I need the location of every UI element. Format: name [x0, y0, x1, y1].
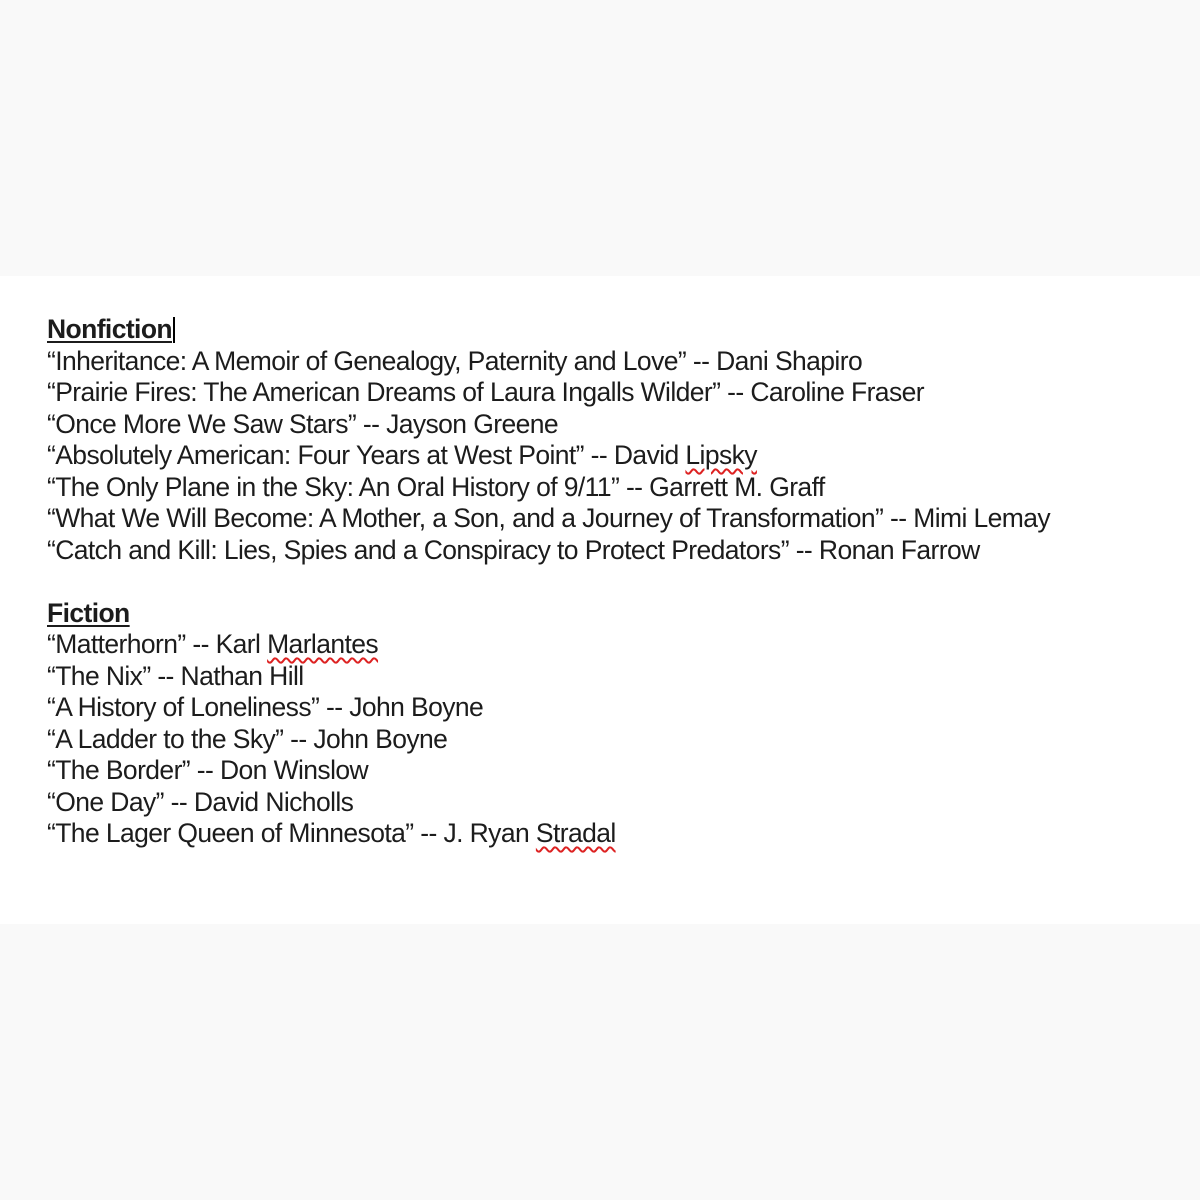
- book-title: “What We Will Become: A Mother, a Son, and a Journey of Transformation”: [47, 503, 884, 533]
- book-author: David Nicholls: [193, 786, 354, 817]
- book-title: “Once More We Saw Stars”: [47, 408, 357, 439]
- book-author: Jayson Greene: [386, 408, 558, 439]
- book-author: John Boyne: [349, 692, 484, 722]
- separator: --: [356, 408, 387, 439]
- book-entry: [47, 787, 1187, 819]
- separator: --: [883, 503, 914, 533]
- book-author: Garrett M. Graff: [649, 471, 825, 502]
- blank-line: [47, 566, 1187, 598]
- book-entry: [47, 346, 1187, 378]
- book-author: John Boyne: [313, 723, 448, 754]
- section-heading-fiction: [47, 598, 1187, 630]
- book-title: “A History of Loneliness”: [47, 692, 320, 722]
- book-title: “The Only Plane in the Sky: An Oral History of 9/11”: [47, 471, 620, 502]
- book-entry: [47, 629, 1187, 661]
- separator: --: [319, 692, 350, 722]
- separator: --: [686, 345, 717, 376]
- separator: --: [619, 471, 650, 502]
- separator: --: [583, 440, 614, 470]
- document-body[interactable]: [47, 314, 1187, 850]
- book-entry: [47, 724, 1187, 756]
- separator: --: [788, 534, 819, 565]
- book-entry: [47, 377, 1187, 409]
- book-author: Nathan Hill: [180, 660, 304, 691]
- book-entry: [47, 661, 1187, 693]
- book-title: “A Ladder to the Sky”: [47, 723, 284, 754]
- book-author-first: J. Ryan: [443, 818, 536, 848]
- book-entry: [47, 818, 1187, 850]
- misspelled-word[interactable]: Stradal: [535, 818, 616, 848]
- book-title: “The Nix”: [47, 660, 151, 691]
- separator: --: [720, 377, 751, 407]
- document-page[interactable]: [0, 276, 1200, 924]
- separator: --: [190, 755, 220, 785]
- book-title: “Absolutely American: Four Years at West Point”: [47, 440, 584, 470]
- book-entry: [47, 472, 1187, 504]
- separator: --: [185, 629, 216, 659]
- book-entry: [47, 755, 1187, 787]
- book-title: “The Lager Queen of Minnesota”: [47, 818, 414, 848]
- book-entry: [47, 440, 1187, 472]
- misspelled-word[interactable]: Marlantes: [267, 629, 379, 659]
- book-author: Don Winslow: [220, 755, 369, 785]
- book-title: “Matterhorn”: [47, 629, 186, 659]
- book-author: Ronan Farrow: [818, 534, 980, 565]
- book-title: “One Day”: [47, 786, 164, 817]
- book-author: Mimi Lemay: [913, 503, 1051, 533]
- separator: --: [163, 786, 194, 817]
- book-entry: [47, 692, 1187, 724]
- section-heading-nonfiction: [47, 314, 1187, 346]
- book-entry: [47, 535, 1187, 567]
- book-title: “Prairie Fires: The American Dreams of Laura Ingalls Wilder”: [47, 377, 721, 407]
- book-title: “The Border”: [47, 755, 191, 785]
- separator: --: [413, 818, 444, 848]
- separator: --: [283, 723, 314, 754]
- book-entry: [47, 409, 1187, 441]
- misspelled-word[interactable]: Lipsky: [685, 440, 757, 470]
- book-entry: [47, 503, 1187, 535]
- book-author: Dani Shapiro: [716, 345, 863, 376]
- text-cursor: [173, 317, 175, 343]
- heading-text: Fiction: [47, 597, 130, 628]
- book-author: Caroline Fraser: [750, 377, 924, 407]
- book-title: “Inheritance: A Memoir of Genealogy, Paternity and Love”: [47, 345, 687, 376]
- separator: --: [150, 660, 181, 691]
- heading-text: Nonfiction: [47, 314, 172, 344]
- book-author-first: David: [613, 440, 686, 470]
- book-title: “Catch and Kill: Lies, Spies and a Conspiracy to Protect Predators”: [47, 534, 789, 565]
- book-author-first: Karl: [215, 629, 268, 659]
